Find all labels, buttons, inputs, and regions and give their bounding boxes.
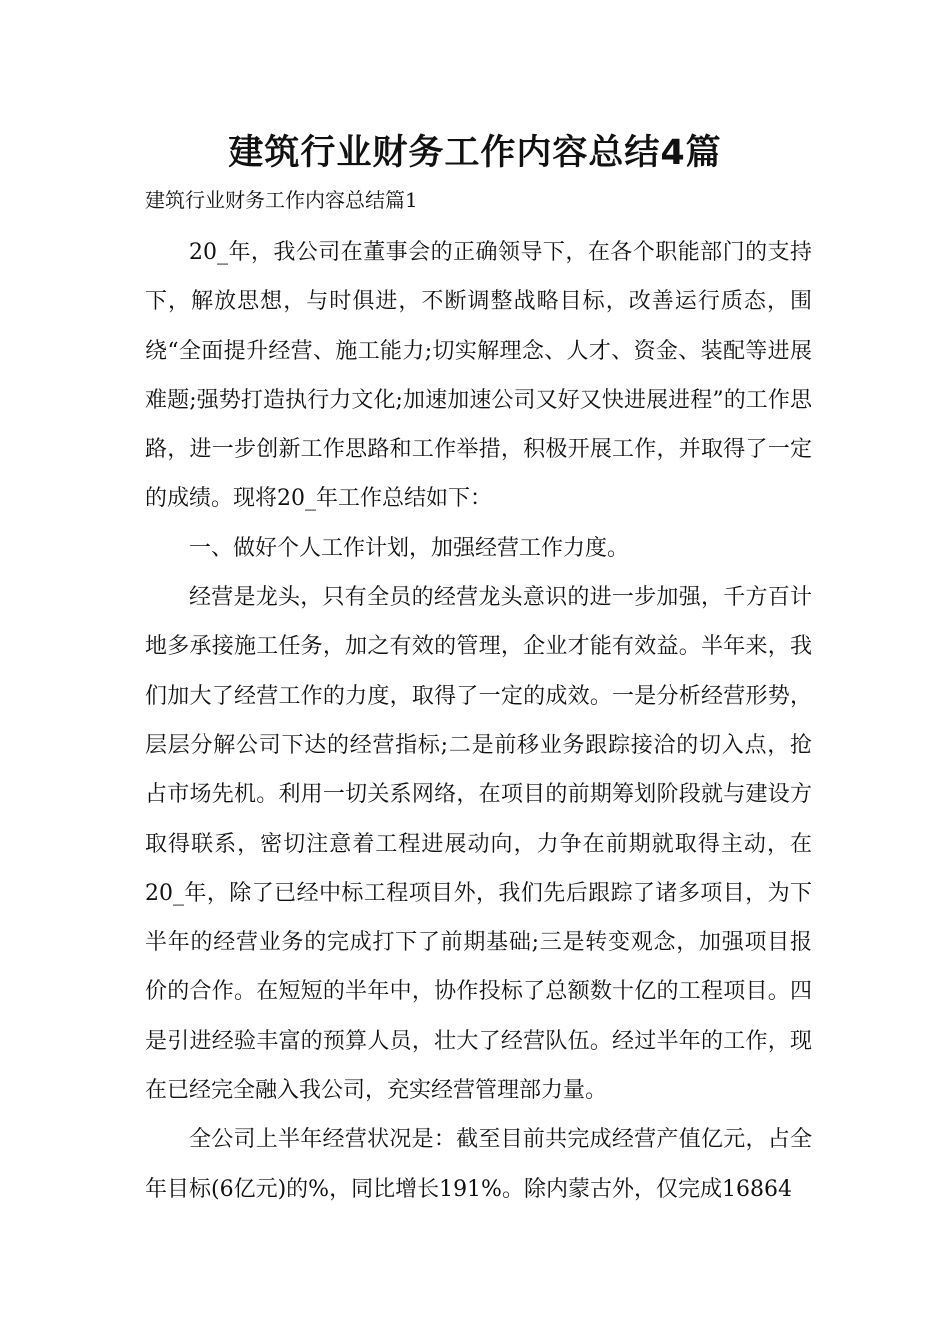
paragraph-business: 经营是龙头，只有全员的经营龙头意识的进一步加强，千方百计地多承接施工任务，加之有效的管理，企业才能有效益。半年来，我们加大了经营工作的力度，取得了一定的成效。一是分析经营形势，层层分解公司下达的经营指标;二是前移业务跟踪接洽的切入点，抢占市场先机。利用一切关系网络，在项目的前期筹划阶段就与建设方取得联系，密切注意着工程进展动向，力争在前期就取得主动，在20_年，除了已经中标工程项目外，我们先后跟踪了诸多项目，为下半年的经营业务的完成打下了前期基础;三是转变观念，加强项目报价的合作。在短短的半年中，协作投标了总额数十亿的工程项目。四是引进经验丰富的预算人员，壮大了经营队伍。经过半年的工作，现在已经完全融入我公司，充实经营管理部力量。: [145, 585, 812, 1104]
paragraph-heading-one: 一、做好个人工作计划，加强经营工作力度。: [189, 535, 630, 561]
document-body: [145, 228, 812, 1214]
section-heading: 建筑行业财务工作内容总结篇1: [145, 188, 418, 212]
document-title: 建筑行业财务工作内容总结4篇: [228, 133, 722, 173]
paragraph-intro: 20_年，我公司在董事会的正确领导下，在各个职能部门的支持下，解放思想，与时俱进，不断调整战略目标，改善运行质态，围绕“全面提升经营、施工能力;切实解理念、人才、资金、装配等进展难题;强势打造执行力文化;加速加速公司又好又快进展进程”的工作思路，进一步创新工作思路和工作举措，积极开展工作，并取得了一定的成绩。现将20_年工作总结如下：: [145, 240, 812, 512]
paragraph-status: 全公司上半年经营状况是：截至目前共完成经营产值亿元，占全年目标(6亿元)的%，同比增长191%。除内蒙古外，仅完成16864: [145, 1127, 812, 1202]
